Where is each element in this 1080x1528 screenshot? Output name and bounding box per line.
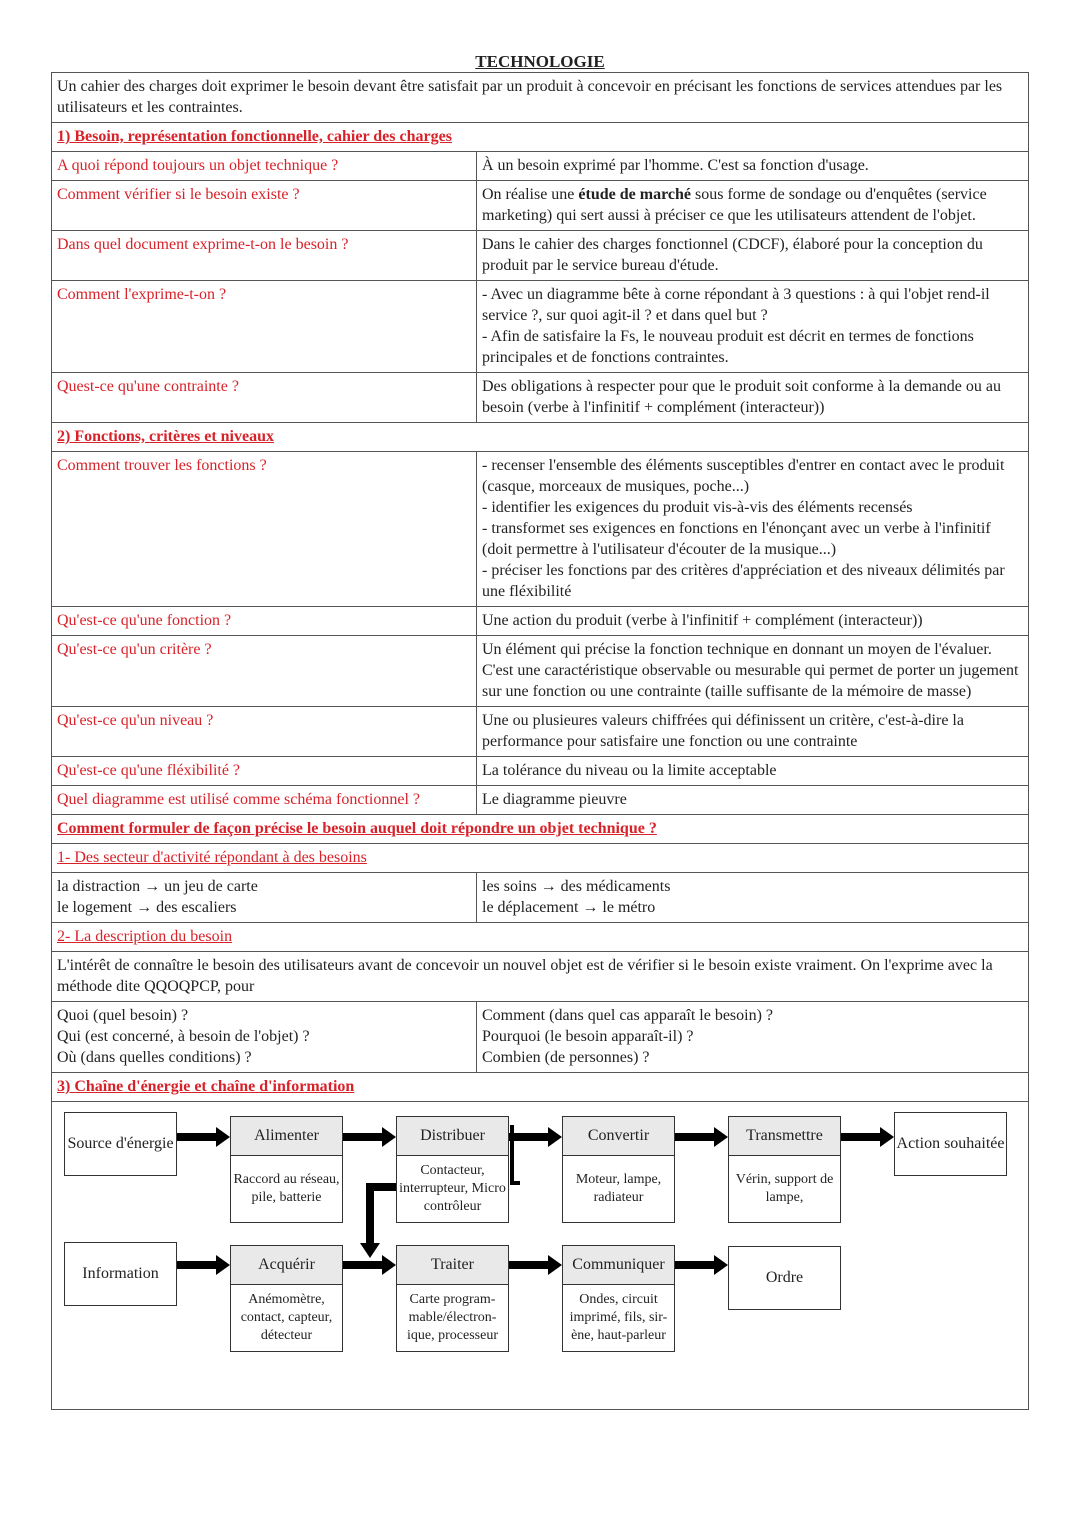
s2-q0: Qu'est-ce qu'une fonction ? — [52, 607, 477, 636]
s1-a2: Dans le cahier des charges fonctionnel (CDCF), élaboré pour la conception du produit par le service bureau d'étude. — [477, 231, 1029, 281]
s2-find-a: - recenser l'ensemble des éléments susceptibles d'entrer en contact avec le produit (casque, morceaux de musiques, poche...) - identifier les exigences du produit vis-à-vis des éléments recensés - transformet ses exigences en fonctions en l'énonçant avec un verbe à l'infinitif (doit permettre à l'utilisateur d'écouter de la musique...) - préciser les fonctions par des critères d'appréciation et des niveaux délimités par une fléxibilité — [477, 452, 1029, 607]
s2-a2: Une ou plusieures valeurs chiffrées qui définissent un critère, c'est-à-dire la performance pour satisfaire une fonction ou une contrainte — [477, 707, 1029, 757]
need-sub1: 1- Des secteur d'activité répondant à des besoins — [57, 849, 367, 866]
course-table — [51, 72, 1029, 1410]
qq-left: Quoi (quel besoin) ? Qui (est concerné, à besoin de l'objet) ? Où (dans quelles conditions) ? — [52, 1002, 477, 1073]
s1-q3: Comment l'exprime-t-on ? — [52, 281, 477, 373]
page-title: TECHNOLOGIE — [475, 52, 605, 71]
need-sub2: 2- La description du besoin — [57, 928, 233, 945]
diagram-arrows — [52, 1102, 1028, 1402]
s1-a0: À un besoin exprimé par l'homme. C'est sa fonction d'usage. — [477, 152, 1029, 181]
s2-find-q: Comment trouver les fonctions ? — [52, 452, 477, 607]
convertir-examples: Moteur, lampe, radiateur — [562, 1155, 675, 1223]
energy-info-diagram — [52, 1102, 1029, 1410]
source-energie-box: Source d'énergie — [64, 1112, 177, 1176]
s2-q2: Qu'est-ce qu'un niveau ? — [52, 707, 477, 757]
s2-a0: Une action du produit (verbe à l'infinitif + complément (interacteur)) — [477, 607, 1029, 636]
acquerir-examples: Anémomètre, contact, capteur, détecteur — [230, 1284, 343, 1352]
s2-a1: Un élément qui précise la fonction technique en donnant un moyen de l'évaluer. C'est une caractéristique observable ou mesurable qui permet de porter un jugement sur une fonction ou une contrainte (taille suffisante de la mémoire de masse) — [477, 636, 1029, 707]
s1-a1: On réalise une étude de marché sous forme de sondage ou d'enquêtes (service marketing) qui sert aussi à préciser ce que les utilisateurs attendent de l'objet. — [477, 181, 1029, 231]
distribuer-examples: Contacteur, interrupteur, Micro contrôleur — [396, 1155, 509, 1223]
s1-q0: A quoi répond toujours un objet technique ? — [52, 152, 477, 181]
need-left: la distraction → un jeu de carte le logement → des escaliers — [52, 873, 477, 923]
s2-a4: Le diagramme pieuvre — [477, 786, 1029, 815]
s1-a4: Des obligations à respecter pour que le produit soit conforme à la demande ou au besoin (verbe à l'infinitif + complément (interacteur)) — [477, 373, 1029, 423]
s1-q2: Dans quel document exprime-t-on le besoin ? — [52, 231, 477, 281]
section1-heading: 1) Besoin, représentation fonctionnelle, cahier des charges — [57, 128, 452, 145]
s2-q4: Quel diagramme est utilisé comme schéma fonctionnel ? — [52, 786, 477, 815]
section3-heading: 3) Chaîne d'énergie et chaîne d'information — [57, 1078, 355, 1095]
ordre-box: Ordre — [728, 1246, 841, 1310]
s1-a3: - Avec un diagramme bête à corne répondant à 3 questions : à qui l'objet rend-il service ?, sur quoi agit-il ? et dans quel but ? - Afin de satisfaire la Fs, le nouveau produit est décrit en termes de fonctions principales et de fonctions contraintes. — [477, 281, 1029, 373]
alimenter-box: Alimenter — [230, 1116, 343, 1156]
need-right: les soins → des médicaments le déplacement → le métro — [477, 873, 1029, 923]
s1-q1: Comment vérifier si le besoin existe ? — [52, 181, 477, 231]
transmettre-box: Transmettre — [728, 1116, 841, 1156]
traiter-examples: Carte program-mable/électron-ique, processeur — [396, 1284, 509, 1352]
intro-text: Un cahier des charges doit exprimer le besoin devant être satisfait par un produit à concevoir en précisant les fonctions de services attendues par les utilisateurs et les contraintes. — [52, 73, 1029, 123]
distribuer-box: Distribuer — [396, 1116, 509, 1156]
s2-q1: Qu'est-ce qu'un critère ? — [52, 636, 477, 707]
transmettre-examples: Vérin, support de lampe, — [728, 1155, 841, 1223]
need-heading: Comment formuler de façon précise le besoin auquel doit répondre un objet technique ? — [57, 820, 657, 837]
need-desc: L'intérêt de connaître le besoin des utilisateurs avant de concevoir un nouvel objet est de vérifier si le besoin existe vraiment. On l'exprime avec la méthode dite QQOQPCP, pour — [52, 952, 1029, 1002]
section2-heading: 2) Fonctions, critères et niveaux — [57, 428, 274, 445]
s1-q4: Quest-ce qu'une contrainte ? — [52, 373, 477, 423]
traiter-box: Traiter — [396, 1245, 509, 1285]
communiquer-examples: Ondes, circuit imprimé, fils, sir-ène, haut-parleur — [562, 1284, 675, 1352]
alimenter-examples: Raccord au réseau, pile, batterie — [230, 1155, 343, 1223]
convertir-box: Convertir — [562, 1116, 675, 1156]
communiquer-box: Communiquer — [562, 1245, 675, 1285]
acquerir-box: Acquérir — [230, 1245, 343, 1285]
s2-a3: La tolérance du niveau ou la limite acceptable — [477, 757, 1029, 786]
information-box: Information — [64, 1242, 177, 1306]
qq-right: Comment (dans quel cas apparaît le besoin) ? Pourquoi (le besoin apparaît-il) ? Combien (de personnes) ? — [477, 1002, 1029, 1073]
action-souhaitee-box: Action souhaitée — [894, 1112, 1007, 1176]
s2-q3: Qu'est-ce qu'une fléxibilité ? — [52, 757, 477, 786]
